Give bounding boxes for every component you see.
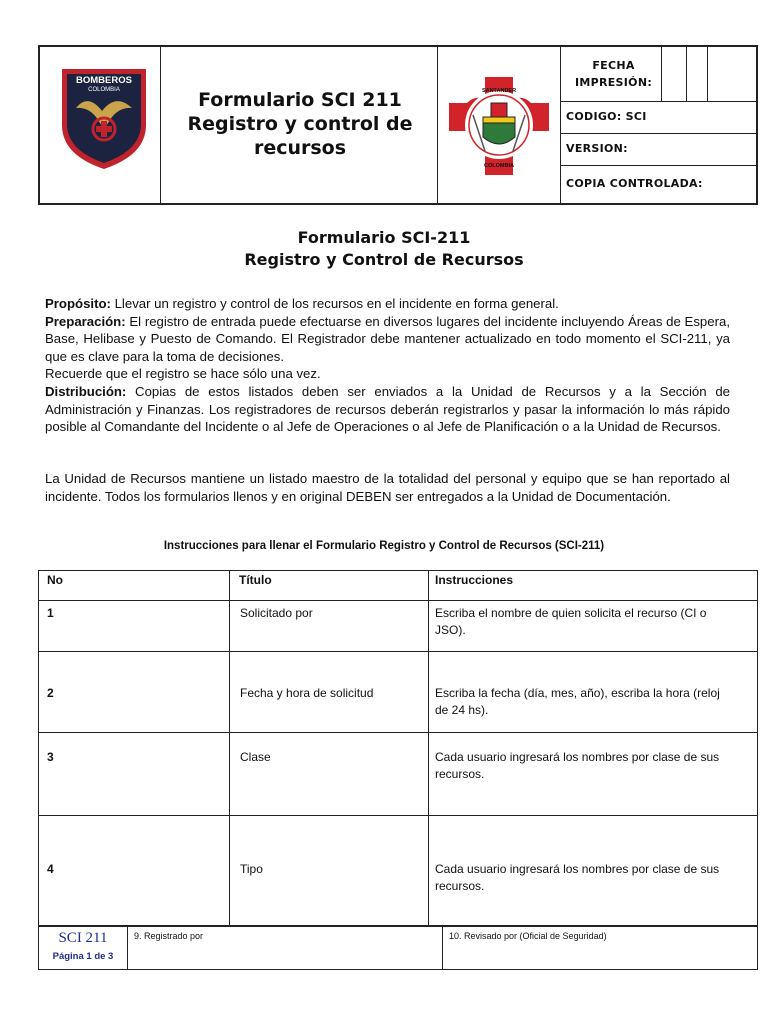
registrado-por-field[interactable]: 9. Registrado por [134,931,204,941]
divider [560,165,756,166]
logo-left-text: BOMBEROS [76,75,132,86]
document-title: Formulario SCI-211 [297,228,471,247]
header-title-line1: Formulario SCI 211 [198,89,402,112]
column-divider [229,571,230,925]
row-divider [39,600,757,601]
row-1-instr: Escriba el nombre de quien solicita el recurso (CI o JSO). [435,606,707,637]
purpose-block [45,295,730,436]
instructions-table [38,570,758,926]
row-3-titulo: Clase [240,750,271,764]
fecha-label-line2: IMPRESIÓN: [574,76,653,89]
header-title [165,47,435,203]
divider [560,101,756,102]
form-code: SCI 211 [58,930,108,946]
column-divider [428,571,429,925]
preparacion-text: El registro de entrada puede efectuarse en diversos lugares del incidente incluyendo Áreas de Espera, Base, Helibase y Puesto de Comando. El Registrador debe mantener actualizado en todo momento el SCI-211, ya que es clave para la toma de decisiones. [45,313,730,364]
divider [437,47,438,203]
bomberos-colombia-logo [58,63,150,173]
proposito-text: Llevar un registro y control de los recursos en el incidente en forma general. [110,296,559,311]
page-number: Página 1 de 3 [52,951,114,962]
codigo-label: CODIGO: SCI [566,110,647,123]
divider [160,47,161,203]
divider [686,47,687,101]
header-title-line3: recursos [253,136,347,159]
proposito-label: Propósito: [45,296,111,311]
distribucion-text: Copias de estos listados deben ser enviados a la Unidad de Recursos y a la Sección de Administración y Finanzas. Los registradores de recursos deberán registrarlos y pasar la información lo más rápido posible al Comandante del Incidente o al Jefe de Operaciones o al Jefe de Planificación o a la Unidad de Recursos. [45,383,730,435]
fecha-impresion-label [566,57,661,91]
column-header-titulo: Título [239,573,272,587]
version-label: VERSION: [566,142,628,155]
logo-left-subtext: COLOMBIA [88,87,120,93]
divider [560,133,756,134]
copia-controlada-label: COPIA CONTROLADA: [566,177,703,190]
document-header [38,45,758,205]
fecha-label-line1: FECHA [592,59,635,72]
divider [661,47,662,101]
column-header-instrucciones: Instrucciones [435,573,514,587]
row-divider [39,815,757,816]
row-3-instr: Cada usuario ingresará los nombres por clase de sus recursos. [435,750,720,781]
column-divider [127,927,128,969]
row-1-titulo: Solicitado por [240,606,313,620]
header-title-line2: Registro y control de [187,113,413,136]
form-footer [38,926,758,970]
bomberos-santander-logo [445,73,553,179]
row-4-instr: Cada usuario ingresará los nombres por clase de sus recursos. [435,862,720,893]
column-header-no: No [47,573,63,587]
divider [707,47,708,101]
row-2-titulo: Fecha y hora de solicitud [240,686,374,700]
row-divider [39,732,757,733]
row-4-titulo: Tipo [240,862,263,876]
logo-right-top-text: SANTANDER [481,88,517,94]
document-subtitle: Registro y Control de Recursos [244,250,524,269]
divider [560,47,561,203]
row-1-no: 1 [47,606,54,620]
row-divider [39,651,757,652]
row-3-no: 3 [47,750,54,764]
revisado-por-field[interactable]: 10. Revisado por (Oficial de Seguridad) [449,931,607,941]
row-2-instr: Escriba la fecha (día, mes, año), escriba la hora (reloj de 24 hs). [435,686,720,717]
distribucion-label: Distribución: [45,383,127,399]
row-4-no: 4 [47,862,54,876]
preparacion-label: Preparación: [45,313,126,329]
recuerde-text: Recuerde que el registro se hace sólo una vez. [45,366,321,382]
row-2-no: 2 [47,686,54,700]
unidad-paragraph: La Unidad de Recursos mantiene un listado maestro de la totalidad del personal y equipo que se han reportado al incidente. Todos los formularios llenos y en original DEBEN ser entregados a la Unidad de Documentación. [45,471,730,504]
instructions-title: Instrucciones para llenar el Formulario Registro y Control de Recursos (SCI-211) [163,540,605,552]
column-divider [442,927,443,969]
logo-right-bottom-text: COLOMBIA [484,163,514,169]
